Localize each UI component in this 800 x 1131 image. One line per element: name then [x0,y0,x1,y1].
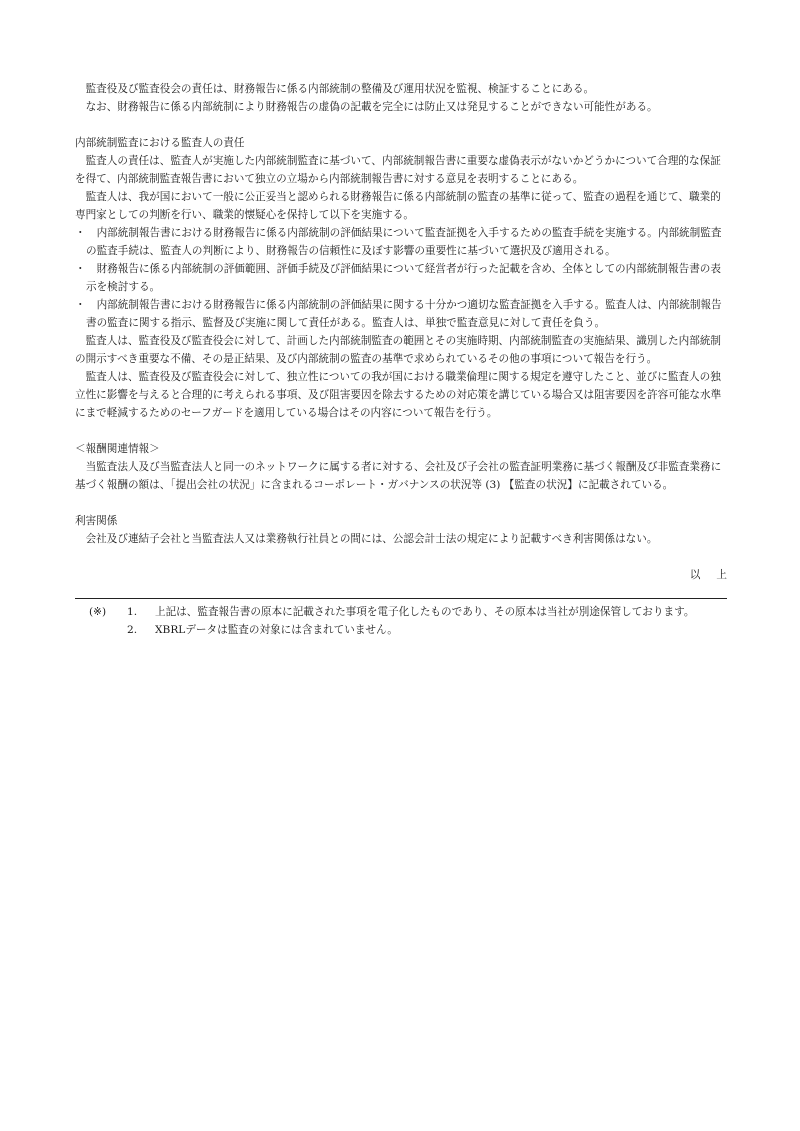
footnote-label: (※) [89,606,107,618]
footnote-number: 2. [127,624,138,636]
bullet-mark: ・ [75,227,86,239]
paragraph-auditor-board-responsibility: 監査役及び監査役会の責任は、財務報告に係る内部統制の整備及び運用状況を監視、検証することにある。 [85,83,595,95]
bullet-item [75,296,727,332]
footnote-1 [75,603,727,621]
footnote-divider [75,598,727,599]
paragraph-independence: 監査人は、監査役及び監査役会に対して、独立性についての我が国における職業倫理に関する規定を遵守したこと、並びに監査人の独立性に影響を与えると合理的に考えられる事項、及び阻害要因を除去するための対応策を講じている場合又は阻害要因を許容可能な水準にまで軽減するためのセーフガードを適用している場合はその内容について報告を行う。 [75,371,722,419]
paragraph-audit-standards: 監査人は、我が国において一般に公正妥当と認められる財務報告に係る内部統制の監査の基準に従って、監査の過程を通じて、職業的専門家としての判断を行い、職業的懐疑心を保持して以下を実施する。 [75,191,721,221]
heading-fee-information: ＜報酬関連情報＞ [75,443,160,455]
closing-char-2: 上 [716,569,727,581]
heading-auditor-responsibility: 内部統制監査における監査人の責任 [75,137,245,149]
footnote-text: 上記は、監査報告書の原本に記載された事項を電子化したものであり、その原本は当社が別途保管しております。 [155,606,695,618]
heading-conflict-of-interest: 利害関係 [75,515,118,527]
bullet-text: 財務報告に係る内部統制の評価範囲、評価手続及び評価結果について経営者が行った記載を含め、全体としての内部統制報告書の表示を検討する。 [86,263,721,293]
bullet-mark: ・ [75,299,86,311]
bullet-text: 内部統制報告書における財務報告に係る内部統制の評価結果に関する十分かつ適切な監査証拠を入手する。監査人は、内部統制報告書の監査に関する指示、監督及び実施に関して責任がある。監査人は、単独で監査意見に対して責任を負う。 [86,299,722,329]
footnote-text: XBRLデータは監査の対象には含まれていません。 [155,624,398,636]
bullet-item [75,224,727,260]
paragraph-fee-information: 当監査法人及び当監査法人と同一のネットワークに属する者に対する、会社及び子会社の監査証明業務に基づく報酬及び非監査業務に基づく報酬の額は、「提出会社の状況」に含まれるコーポレート・ガバナンスの状況等 (3) 【監査の状況】に記載されている。 [75,461,722,491]
paragraph-auditor-responsibility: 監査人の責任は、監査人が実施した内部統制監査に基づいて、内部統制報告書に重要な虚偽表示がないかどうかについて合理的な保証を得て、内部統制監査報告書において独立の立場から内部統制報告書に対する意見を表明することにある。 [75,155,721,185]
closing-char-1: 以 [689,569,701,581]
closing-mark [75,566,727,584]
paragraph-reporting: 監査人は、監査役及び監査役会に対して、計画した内部統制監査の範囲とその実施時期、内部統制監査の実施結果、識別した内部統制の開示すべき重要な不備、その是正結果、及び内部統制の監査の基準で求められているその他の事項について報告を行う。 [75,335,722,365]
bullet-mark: ・ [75,263,86,275]
bullet-text: 内部統制報告書における財務報告に係る内部統制の評価結果について監査証拠を入手するための監査手続を実施する。内部統制監査の監査手続は、監査人の判断により、財務報告の信頼性に及ぼす影響の重要性に基づいて選択及び適用される。 [86,227,722,257]
footnote-number: 1. [127,606,138,618]
paragraph-conflict-of-interest: 会社及び連結子会社と当監査法人又は業務執行社員との間には、公認会計士法の規定により記載すべき利害関係はない。 [85,533,658,545]
paragraph-limitation: なお、財務報告に係る内部統制により財務報告の虚偽の記載を完全には防止又は発見することができない可能性がある。 [85,101,658,113]
document-body [75,80,727,639]
footnote-2 [75,621,727,639]
bullet-item [75,260,727,296]
